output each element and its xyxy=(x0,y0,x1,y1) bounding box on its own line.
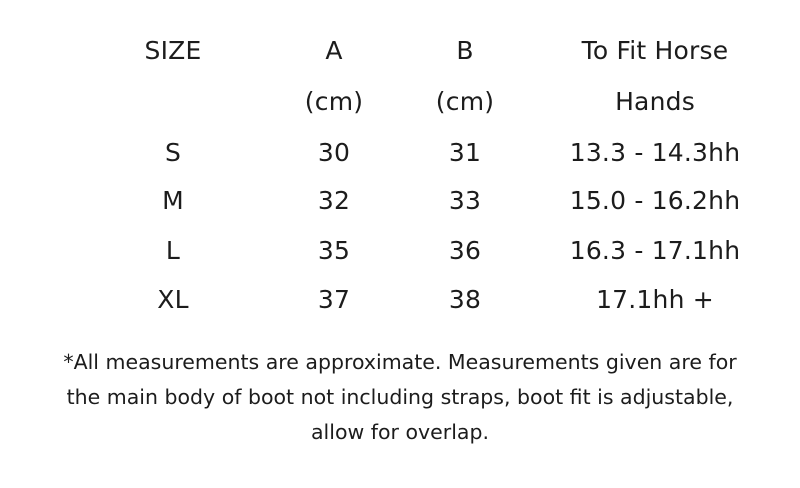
row-size: S xyxy=(164,138,182,167)
header-b: B xyxy=(456,36,474,65)
row-b-value: 33 xyxy=(448,186,482,215)
row-fit-value: 17.1hh + xyxy=(596,285,714,314)
row-a-value: 37 xyxy=(317,285,351,314)
row-b-value: 38 xyxy=(448,285,482,314)
row-a-value: 32 xyxy=(317,186,351,215)
row-size: M xyxy=(162,186,184,215)
header-b-unit: (cm) xyxy=(435,87,495,116)
row-size: XL xyxy=(157,285,189,314)
row-fit-value: 13.3 - 14.3hh xyxy=(569,138,741,167)
row-size: L xyxy=(165,236,181,265)
header-a-unit: (cm) xyxy=(304,87,364,116)
header-fit: To Fit Horse xyxy=(581,36,729,65)
row-b-value: 36 xyxy=(448,236,482,265)
row-a-value: 30 xyxy=(317,138,351,167)
row-b-value: 31 xyxy=(448,138,482,167)
row-a-value: 35 xyxy=(317,236,351,265)
row-fit-value: 15.0 - 16.2hh xyxy=(569,186,741,215)
header-size: SIZE xyxy=(144,36,202,65)
measurement-footnote: *All measurements are approximate. Measurements given are for the main body of boot not including straps, boot fit is adjustable, allow for overlap. xyxy=(63,350,737,444)
header-a: A xyxy=(325,36,343,65)
row-fit-value: 16.3 - 17.1hh xyxy=(569,236,741,265)
header-fit-unit: Hands xyxy=(615,87,695,116)
